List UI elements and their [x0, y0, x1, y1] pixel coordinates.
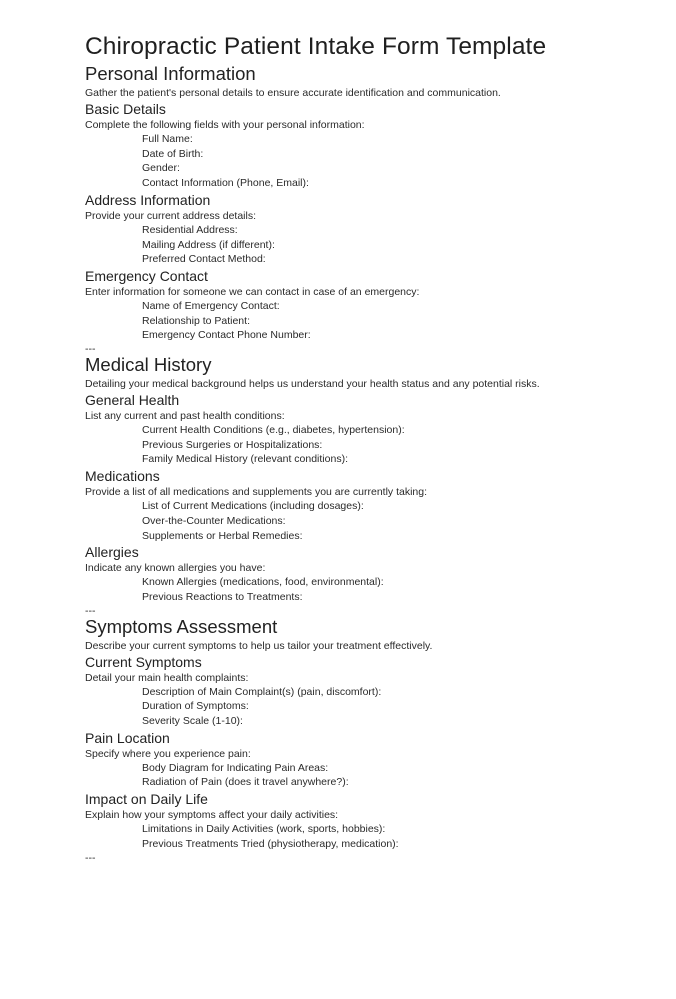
subsection-title: Address Information: [85, 191, 211, 208]
field-list: [85, 761, 676, 790]
field-label: Body Diagram for Indicating Pain Areas:: [142, 761, 329, 774]
field-label: Family Medical History (relevant conditions):: [142, 453, 348, 466]
field-label: Over-the-Counter Medications:: [142, 514, 286, 527]
field-label: Supplements or Herbal Remedies:: [142, 529, 303, 542]
field-label: Previous Reactions to Treatments:: [142, 590, 303, 603]
field-label: Date of Birth:: [142, 147, 204, 160]
section-personal-information: [85, 62, 676, 356]
subsection-title: Basic Details: [85, 101, 166, 117]
field-list: [85, 685, 676, 729]
section-intro: Describe your current symptoms to help us tailor your treatment effectively.: [85, 639, 433, 652]
section-intro: Detailing your medical background helps us understand your health status and any potential risks.: [85, 378, 540, 391]
field-label: Mailing Address (if different):: [142, 238, 275, 251]
subsection-instruction: Complete the following fields with your personal information:: [85, 119, 365, 131]
field-list: [85, 822, 676, 851]
field-list: [85, 223, 676, 267]
document-title: Chiropractic Patient Intake Form Template: [85, 33, 547, 60]
section-title: Medical History: [85, 354, 212, 376]
field-label: Name of Emergency Contact:: [142, 299, 280, 312]
subsection-instruction: Explain how your symptoms affect your daily activities:: [85, 809, 339, 822]
field-label: Residential Address:: [142, 223, 238, 236]
field-label: Severity Scale (1-10):: [142, 715, 243, 728]
subsection-title: Allergies: [85, 544, 139, 561]
field-label: Gender:: [142, 162, 180, 175]
section-symptoms-assessment: [85, 615, 676, 862]
field-list: [85, 299, 676, 343]
subsection-instruction: List any current and past health conditions:: [85, 410, 285, 423]
field-label: Preferred Contact Method:: [142, 253, 266, 266]
subsection-instruction: Detail your main health complaints:: [85, 671, 249, 684]
subsection-instruction: Provide a list of all medications and supplements you are currently taking:: [85, 486, 428, 499]
field-list: [85, 423, 676, 467]
field-label: Contact Information (Phone, Email):: [142, 177, 309, 190]
field-label: Limitations in Daily Activities (work, sports, hobbies):: [142, 823, 386, 836]
section-title: Personal Information: [85, 63, 256, 84]
subsection-title: Impact on Daily Life: [85, 791, 208, 808]
section-title: Symptoms Assessment: [85, 615, 278, 637]
section-medical-history: [85, 353, 676, 615]
field-label: Previous Treatments Tried (physiotherapy, medication):: [142, 837, 399, 850]
field-label: Full Name:: [142, 133, 193, 145]
field-label: Radiation of Pain (does it travel anywhere?):: [142, 776, 349, 789]
subsection-instruction: Enter information for someone we can contact in case of an emergency:: [85, 285, 420, 298]
field-list: [85, 499, 676, 543]
subsection-instruction: Provide your current address details:: [85, 209, 256, 222]
section-intro: Gather the patient's personal details to ensure accurate identification and communication.: [85, 87, 501, 99]
field-label: Current Health Conditions (e.g., diabetes, hypertension):: [142, 424, 405, 437]
field-label: Previous Surgeries or Hospitalizations:: [142, 438, 323, 451]
subsection-title: Medications: [85, 468, 160, 485]
field-list: [85, 575, 676, 604]
subsection-title: Current Symptoms: [85, 653, 202, 670]
section-divider: ---: [85, 343, 96, 356]
subsection-title: Pain Location: [85, 729, 170, 746]
subsection-instruction: Indicate any known allergies you have:: [85, 562, 266, 575]
field-label: List of Current Medications (including dosages):: [142, 500, 364, 513]
field-label: Duration of Symptoms:: [142, 700, 249, 713]
field-label: Relationship to Patient:: [142, 314, 250, 327]
subsection-title: Emergency Contact: [85, 267, 208, 284]
field-label: Emergency Contact Phone Number:: [142, 329, 311, 342]
field-label: Known Allergies (medications, food, environmental):: [142, 576, 384, 589]
subsection-instruction: Specify where you experience pain:: [85, 747, 251, 760]
section-divider: ---: [85, 604, 96, 617]
field-label: Description of Main Complaint(s) (pain, discomfort):: [142, 685, 382, 698]
section-divider: ---: [85, 851, 96, 864]
subsection-title: General Health: [85, 392, 180, 409]
field-list: [85, 132, 676, 191]
